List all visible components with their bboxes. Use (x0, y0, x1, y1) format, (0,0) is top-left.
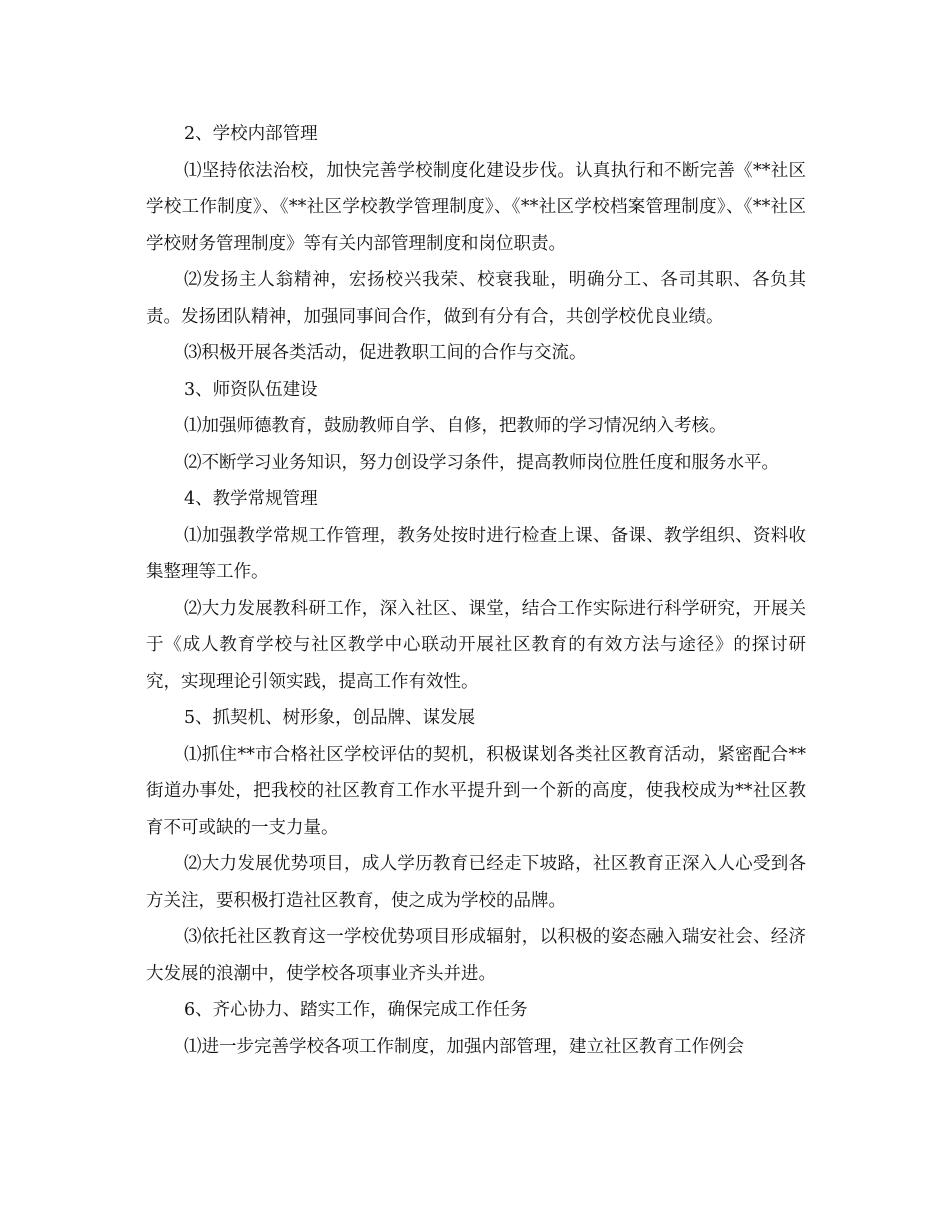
paragraph: ⑵大力发展教科研工作，深入社区、课堂，结合工作实际进行科学研究，开展关于《成人教育学校与社区教学中心联动开展社区教育的有效方法与途径》的探讨研究，实现理论引领实践，提高工作有效性。 (146, 598, 806, 692)
paragraph: ⑶依托社区教育这一学校优势项目形成辐射，以积极的姿态融入瑞安社会、经济大发展的浪潮中，使学校各项事业齐头并进。 (146, 927, 806, 984)
paragraph: ⑴坚持依法治校，加快完善学校制度化建设步伐。认真执行和不断完善《**社区学校工作制度》、《**社区学校教学管理制度》、《**社区学校档案管理制度》、《**社区学校财务管理制度》等有关内部管理制度和岗位职责。 (146, 160, 806, 254)
document-body (146, 116, 806, 1065)
paragraph: ⑵不断学习业务知识，努力创设学习条件，提高教师岗位胜任度和服务水平。 (184, 452, 779, 473)
section-heading-6: 6、齐心协力、踏实工作，确保完成工作任务 (184, 1000, 528, 1020)
paragraph: ⑵发扬主人翁精神，宏扬校兴我荣、校衰我耻，明确分工、各司其职、各负其责。发扬团队精神，加强同事间合作，做到有分有合，共创学校优良业绩。 (146, 270, 806, 327)
paragraph: ⑵大力发展优势项目，成人学历教育已经走下坡路，社区教育正深入人心受到各方关注，要积极打造社区教育，使之成为学校的品牌。 (146, 854, 806, 911)
paragraph: ⑴加强师德教育，鼓励教师自学、自修，把教师的学习情况纳入考核。 (184, 416, 727, 436)
section-heading-4: 4、教学常规管理 (184, 489, 318, 509)
paragraph: ⑶积极开展各类活动，促进教职工间的合作与交流。 (184, 343, 587, 363)
paragraph: ⑴加强教学常规工作管理，教务处按时进行检查上课、备课、教学组织、资料收集整理等工作。 (146, 525, 806, 582)
section-heading-2: 2、学校内部管理 (184, 124, 318, 144)
paragraph: ⑴抓住**市合格社区学校评估的契机，积极谋划各类社区教育活动，紧密配合**街道办事处，把我校的社区教育工作水平提升到一个新的高度，使我校成为**社区教育不可或缺的一支力量。 (146, 744, 806, 838)
section-heading-5: 5、抓契机、树形象，创品牌、谋发展 (184, 708, 476, 728)
section-heading-3: 3、师资队伍建设 (184, 379, 318, 400)
paragraph: ⑴进一步完善学校各项工作制度，加强内部管理，建立社区教育工作例会 (184, 1036, 744, 1057)
